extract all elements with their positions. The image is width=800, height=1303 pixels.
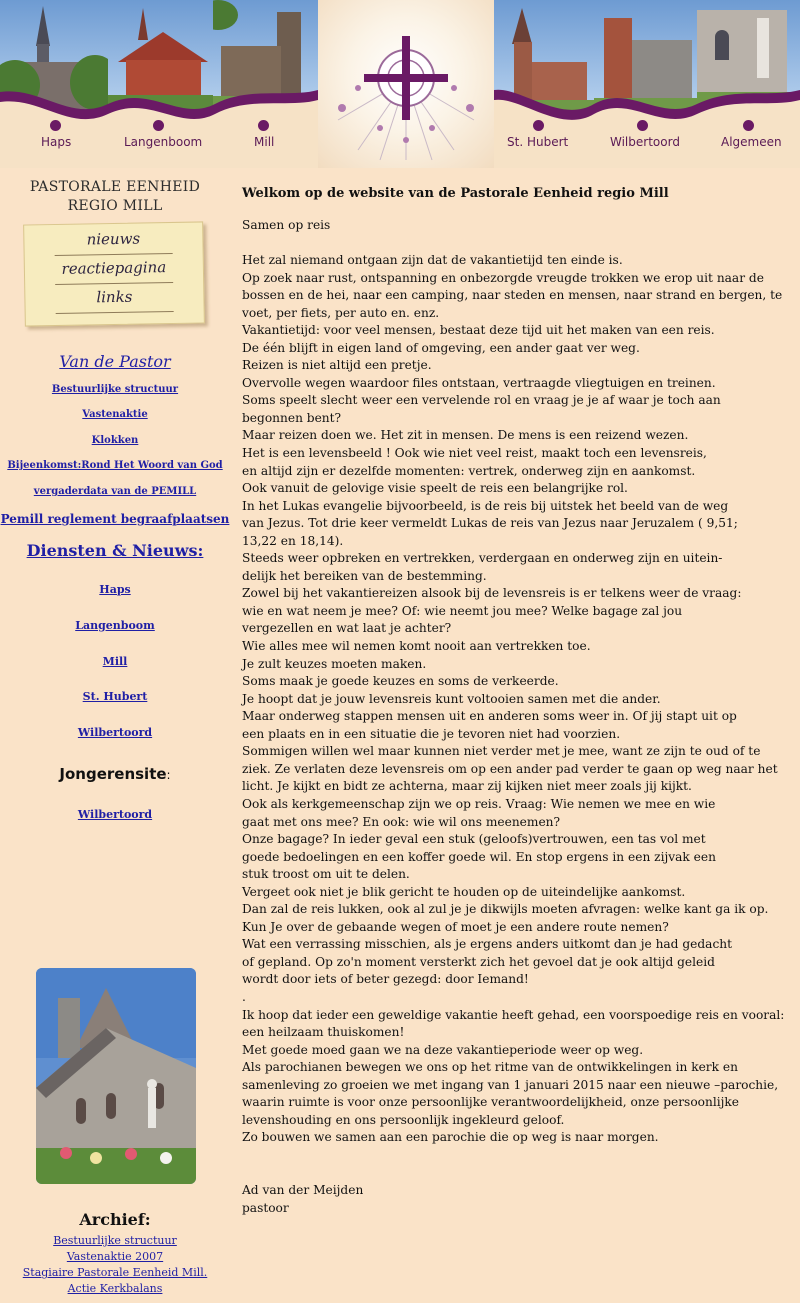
link-diensten-mill[interactable]: Mill	[102, 655, 128, 668]
article-line: Maar reizen doen we. Het zit in mensen. De mens is een reizend wezen.	[242, 428, 689, 443]
article-line: gaat met ons mee? En ook: wie wil ons meenemen?	[242, 814, 561, 829]
article-line: begonnen bent?	[242, 410, 342, 425]
tab-dot-algemeen	[743, 120, 754, 131]
article-line: goede bedoelingen en een koffer goede wil. En stop ergens in een zijvak een	[242, 849, 716, 864]
article-line: In het Lukas evangelie bijvoorbeeld, is de reis bij uitstek het beeld van de weg	[242, 498, 729, 513]
article-line: Wie alles mee wil nemen komt nooit aan vertrekken toe.	[242, 639, 591, 654]
article-line: Maar onderweg stappen mensen uit en anderen soms weer in. Of jij stapt uit op	[242, 709, 737, 724]
signature-role: pastoor	[242, 1200, 289, 1215]
jongerensite-colon: :	[166, 768, 171, 782]
link-diensten-haps[interactable]: Haps	[99, 583, 131, 596]
article-line: van Jezus. Tot drie keer vermeldt Lukas de reis van Jezus naar Jeruzalem ( 9,51;	[242, 516, 738, 531]
jongerensite-label: Jongerensite	[59, 765, 167, 783]
article-line: levenshouding en ons persoonlijk ingekleurd geloof.	[242, 1112, 565, 1127]
tab-dot-sthubert	[533, 120, 544, 131]
menu-link-nieuws[interactable]: nieuws	[86, 229, 141, 249]
tab-dot-langenboom	[153, 120, 164, 131]
archief-heading: Archief:	[79, 1210, 151, 1229]
purple-wave-banner	[0, 0, 800, 168]
article-line: vergezellen en wat laat je achter?	[242, 621, 452, 636]
article-line: Ik hoop dat ieder een geweldige vakantie heeft gehad, een voorspoedige reis en vooral:	[242, 1007, 785, 1022]
article-line: Sommigen willen wel maar kunnen niet verder met je mee, want ze zijn te oud of te	[242, 744, 761, 759]
spacer	[242, 1147, 790, 1165]
link-diensten-wilbertoord[interactable]: Wilbertoord	[77, 726, 153, 739]
article-paragraph-2	[242, 1007, 790, 1147]
article-line: ziek. Ze verlaten deze levensreis om op een ander pad verder te gaan op weg naar het	[242, 761, 778, 776]
tab-haps[interactable]: Haps	[41, 135, 72, 149]
article-line: licht. Je kijkt en bidt ze achterna, maar zij kijken niet meer zoals jij kijkt.	[242, 779, 692, 794]
tab-mill[interactable]: Mill	[254, 135, 275, 149]
main-content	[242, 186, 790, 1217]
jongerensite-heading	[0, 765, 230, 783]
logo-line-1: PASTORALE EENHEID	[29, 179, 201, 195]
tab-dot-mill	[258, 120, 269, 131]
article-line: Je zult keuzes moeten maken.	[242, 656, 427, 671]
tab-langenboom[interactable]: Langenboom	[124, 135, 203, 149]
archief-link-actie-kerkbalans[interactable]: Actie Kerkbalans	[67, 1282, 163, 1295]
menu-divider	[56, 311, 174, 314]
article-line: wordt door iets of beter gezegd: door Iemand!	[242, 972, 529, 987]
article-line: Vakantietijd: voor veel mensen, bestaat deze tijd uit het maken van een reis.	[242, 323, 715, 338]
logo-line-2: REGIO MILL	[67, 198, 163, 214]
article-line: Zowel bij het vakantiereizen alsook bij de levensreis is er telkens weer de vraag:	[242, 586, 742, 601]
link-diensten-sthubert[interactable]: St. Hubert	[82, 690, 148, 703]
article-line: Overvolle wegen waardoor files ontstaan, vertraagde vliegtuigen en treinen.	[242, 375, 716, 390]
article-line: Ook als kerkgemeenschap zijn we op reis. Vraag: Wie nemen we mee en wie	[242, 796, 716, 811]
article-line: en altijd zijn er dezelfde momenten: vertrek, onderweg zijn en aankomst.	[242, 463, 696, 478]
article-line: Soms speelt slecht weer een vervelende rol en vraag je je af waar je toch aan	[242, 393, 721, 408]
article-line: stuk troost om uit te delen.	[242, 867, 410, 882]
article-line: De één blijft in eigen land of omgeving, een ander gaat ver weg.	[242, 340, 640, 355]
article-line: bossen en de hei, naar een camping, naar steden en mensen, naar strand en bergen, te	[242, 288, 783, 303]
link-jongeren-wilbertoord[interactable]: Wilbertoord	[77, 808, 153, 821]
link-klokken[interactable]: Klokken	[91, 435, 139, 446]
article-line: Als parochianen bewegen we ons op het ritme van de ontwikkelingen in kerk en	[242, 1060, 738, 1075]
link-diensten-nieuws[interactable]: Diensten & Nieuws:	[26, 541, 204, 560]
tab-dot-wilbertoord	[637, 120, 648, 131]
article-line: Met goede moed gaan we na deze vakantieperiode weer op weg.	[242, 1042, 644, 1057]
link-van-de-pastor[interactable]: Van de Pastor	[59, 352, 171, 371]
article-line: Onze bagage? In ieder geval een stuk (geloofs)vertrouwen, een tas vol met	[242, 832, 706, 847]
tab-wilbertoord[interactable]: Wilbertoord	[610, 135, 680, 149]
menu-paper-note	[23, 221, 205, 326]
article-line: of gepland. Op zo'n moment versterkt zich het gevoel dat je ook altijd geleid	[242, 954, 715, 969]
article-line: voet, per fiets, per auto en. enz.	[242, 305, 440, 320]
article-subtitle: Samen op reis	[242, 218, 331, 232]
article-line: .	[242, 989, 246, 1004]
tab-algemeen[interactable]: Algemeen	[721, 135, 782, 149]
menu-link-reactiepagina[interactable]: reactiepagina	[61, 258, 167, 278]
link-bijeenkomst[interactable]: Bijeenkomst:Rond Het Woord van God	[7, 460, 223, 471]
article-line: Op zoek naar rust, ontspanning en onbezorgde vreugde trokken we erop uit naar de	[242, 270, 764, 285]
menu-divider	[55, 282, 173, 285]
article-line: Zo bouwen we samen aan een parochie die op weg is naar morgen.	[242, 1130, 659, 1145]
site-logo-text	[0, 178, 230, 216]
site-header-banner	[0, 0, 800, 168]
article-line: samenleving zo groeien we met ingang van 1 januari 2015 naar een nieuwe –parochie,	[242, 1077, 779, 1092]
article-line: Het is een levensbeeld ! Ook wie niet veel reist, maakt toch een levensreis,	[242, 446, 707, 461]
archief-link-bestuurlijke-structuur[interactable]: Bestuurlijke structuur	[53, 1234, 177, 1247]
menu-divider	[55, 253, 173, 256]
link-vastenaktie[interactable]: Vastenaktie	[82, 409, 148, 420]
archief-link-stagiaire[interactable]: Stagiaire Pastorale Eenheid Mill.	[22, 1266, 208, 1279]
article-line: Vergeet ook niet je blik gericht te houden op de uiteindelijke aankomst.	[242, 884, 686, 899]
page-title: Welkom op de website van de Pastorale Eenheid regio Mill	[242, 186, 669, 201]
article-line: Wat een verrassing misschien, als je ergens anders uitkomt dan je had gedacht	[242, 937, 733, 952]
article-line: waarin ruimte is voor onze persoonlijke verantwoordelijkheid, onze persoonlijke	[242, 1095, 740, 1110]
link-bestuurlijke-structuur[interactable]: Bestuurlijke structuur	[51, 384, 179, 395]
article-line: delijk het bereiken van de bestemming.	[242, 568, 487, 583]
article-line: Je hoopt dat je jouw levensreis kunt voltooien samen met die ander.	[242, 691, 661, 706]
spacer	[242, 1164, 790, 1182]
menu-link-links[interactable]: links	[96, 287, 133, 307]
article-paragraph-1	[242, 252, 790, 1007]
link-vergaderdata-pemill[interactable]: vergaderdata van de PEMILL	[33, 486, 197, 497]
article-line: 13,22 en 18,14).	[242, 533, 344, 548]
article-line: Reizen is niet altijd een pretje.	[242, 358, 432, 373]
link-diensten-langenboom[interactable]: Langenboom	[75, 619, 155, 632]
signature-name: Ad van der Meijden	[242, 1182, 364, 1197]
article-line: Kun Je over de gebaande wegen of moet je een andere route nemen?	[242, 919, 669, 934]
church-photo	[36, 968, 196, 1184]
article-line: een plaats en in een situatie die je tevoren niet had voorzien.	[242, 726, 621, 741]
article-line: wie en wat neem je mee? Of: wie neemt jou mee? Welke bagage zal jou	[242, 603, 683, 618]
article-line: Soms maak je goede keuzes en soms de verkeerde.	[242, 674, 559, 689]
article-line: Dan zal de reis lukken, ook al zul je je dikwijls moeten afvragen: welke kant ga ik op.	[242, 902, 769, 917]
article-line: Steeds weer opbreken en vertrekken, verdergaan en onderweg zijn en uitein-	[242, 551, 723, 566]
article-line: Ook vanuit de gelovige visie speelt de reis een belangrijke rol.	[242, 481, 628, 496]
article-line: Het zal niemand ontgaan zijn dat de vakantietijd ten einde is.	[242, 253, 623, 267]
tab-sthubert[interactable]: St. Hubert	[507, 135, 569, 149]
article-line: een heilzaam thuiskomen!	[242, 1025, 405, 1040]
left-sidebar	[0, 168, 230, 1303]
archief-link-vastenaktie-2007[interactable]: Vastenaktie 2007	[66, 1250, 164, 1263]
link-reglement-begraafplaatsen[interactable]: Pemill reglement begraafplaatsen	[0, 512, 230, 526]
tab-dot-haps	[50, 120, 61, 131]
